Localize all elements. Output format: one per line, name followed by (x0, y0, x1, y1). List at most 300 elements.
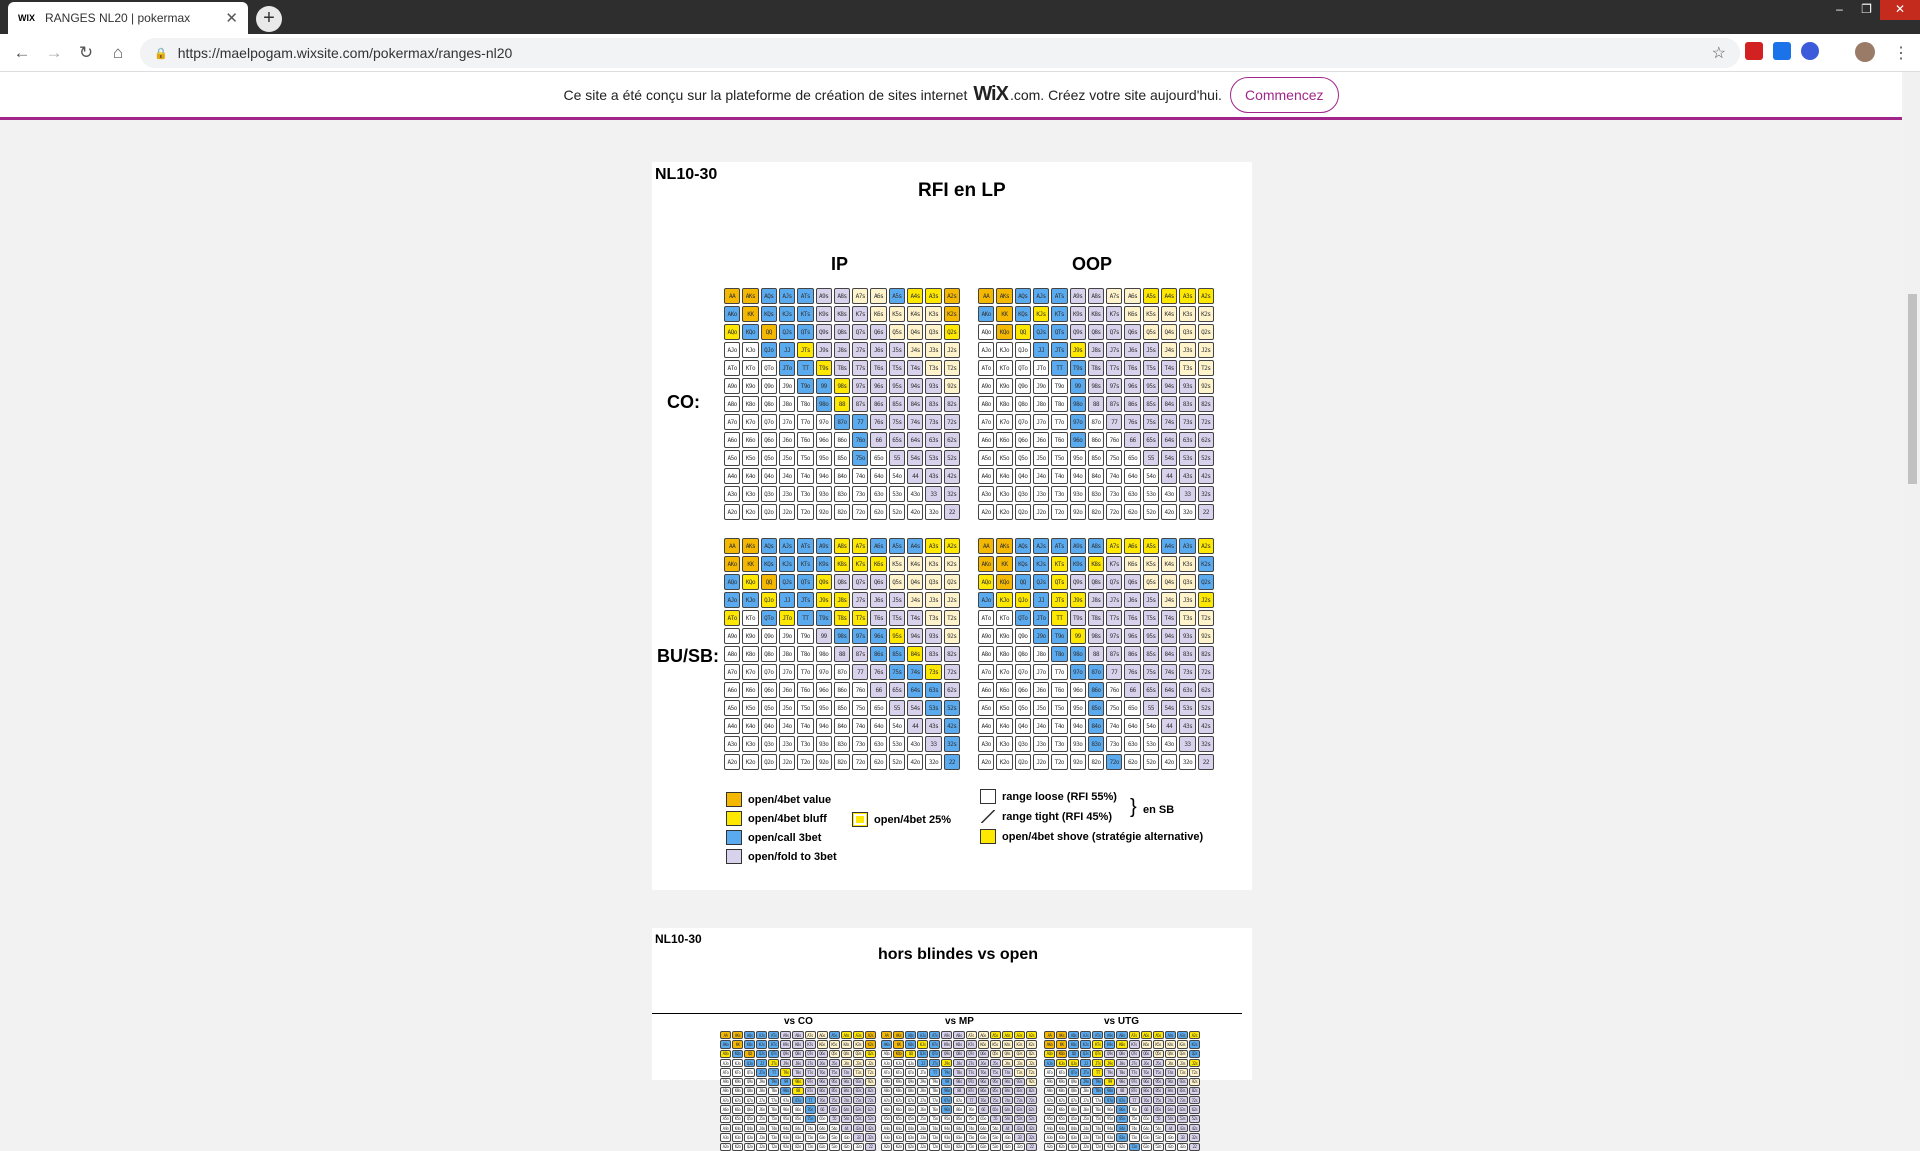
hand-cell: K5o (1056, 1115, 1067, 1123)
hand-cell: AKo (724, 306, 740, 322)
hand-cell: Q9s (816, 574, 832, 590)
hand-cell: K6s (1124, 306, 1140, 322)
hand-cell: K6s (870, 306, 886, 322)
hand-cell: Q5o (761, 450, 777, 466)
hand-cell: 96o (941, 1105, 952, 1113)
hand-cell: A3s (1177, 1031, 1188, 1039)
column-vs-mp: vs MP (945, 1016, 974, 1027)
hand-cell: T5s (1153, 1068, 1164, 1076)
hand-cell: 92s (1189, 1078, 1200, 1086)
hand-cell: J4s (1165, 1059, 1176, 1067)
hand-cell: 62o (870, 504, 886, 520)
hand-cell: 42s (1189, 1124, 1200, 1132)
hand-cell: 75o (1106, 700, 1122, 716)
hand-cell: T9o (768, 1078, 779, 1086)
hand-cell: 64s (1002, 1105, 1013, 1113)
hand-cell: K3s (1014, 1040, 1025, 1048)
hand-cell: 54s (841, 1115, 852, 1123)
hand-cell: 75s (1143, 414, 1159, 430)
hand-cell: AKs (1056, 1031, 1067, 1039)
hand-cell: 86s (1124, 646, 1140, 662)
hand-cell: Q8o (761, 396, 777, 412)
hand-cell: QTs (1092, 1050, 1103, 1058)
hand-cell: Q4s (907, 574, 923, 590)
hand-cell: 93s (853, 1078, 864, 1086)
hand-cell: 53o (889, 736, 905, 752)
hand-cell: 97s (805, 1078, 816, 1086)
hand-cell: 87s (966, 1087, 977, 1095)
hand-cell: KJo (732, 1059, 743, 1067)
hand-cell: 74o (966, 1124, 977, 1132)
hand-cell: A5o (720, 1115, 731, 1123)
hand-cell: 77 (1106, 664, 1122, 680)
hand-cell: 64o (1124, 718, 1140, 734)
hand-cell: KQo (893, 1050, 904, 1058)
hand-cell: 92s (1198, 378, 1214, 394)
hand-cell: K2s (1189, 1040, 1200, 1048)
hand-cell: J5s (990, 1059, 1001, 1067)
hand-cell: 42s (1198, 468, 1214, 484)
hand-cell: K2o (742, 504, 758, 520)
hand-cell: J3o (917, 1133, 928, 1141)
hand-cell: AQs (1015, 538, 1031, 554)
hand-cell: J5o (1033, 700, 1049, 716)
hand-cell: 72s (1198, 414, 1214, 430)
hand-cell: Q4s (1161, 574, 1177, 590)
hand-cell: 94s (1161, 378, 1177, 394)
hand-cell: 53o (889, 486, 905, 502)
hand-cell: 88 (792, 1087, 803, 1095)
hand-cell: J9o (1033, 378, 1049, 394)
hand-cell: TT (1092, 1068, 1103, 1076)
hand-cell: AKo (978, 556, 994, 572)
hand-cell: 42o (841, 1143, 852, 1151)
hand-cell: 97s (1106, 378, 1122, 394)
hand-cell: T2s (1198, 610, 1214, 626)
url-field[interactable] (140, 38, 1740, 68)
range-grid-co-oop (978, 288, 1214, 520)
hand-cell: J2s (944, 592, 960, 608)
hand-cell: A6o (724, 432, 740, 448)
hand-cell: 63s (1177, 1105, 1188, 1113)
hand-cell: Q2o (761, 504, 777, 520)
hand-cell: A5s (1143, 538, 1159, 554)
hand-cell: 44 (907, 718, 923, 734)
hand-cell: Q7o (744, 1096, 755, 1104)
hand-cell: ATs (1051, 288, 1067, 304)
hand-cell: A6s (1124, 538, 1140, 554)
hand-cell: J2s (944, 342, 960, 358)
hand-cell: J3s (925, 342, 941, 358)
hand-cell: AQs (744, 1031, 755, 1039)
hand-cell: 55 (889, 700, 905, 716)
hand-cell: AQs (1015, 288, 1031, 304)
hand-cell: 85o (1088, 450, 1104, 466)
hand-cell: 84s (841, 1087, 852, 1095)
hand-cell: K9o (1056, 1078, 1067, 1086)
hand-cell: 96s (1124, 378, 1140, 394)
hand-cell: T9o (1051, 378, 1067, 394)
address-bar-row (0, 34, 1920, 72)
hand-cell: A2s (1198, 538, 1214, 554)
hand-cell: A7o (1044, 1096, 1055, 1104)
hand-cell: T5o (768, 1115, 779, 1123)
hand-cell: KQs (1068, 1040, 1079, 1048)
hand-cell: T8s (1088, 610, 1104, 626)
hand-cell: J4s (907, 592, 923, 608)
hand-cell: 22 (1189, 1143, 1200, 1151)
hand-cell: 87s (805, 1087, 816, 1095)
hand-cell: 42o (1161, 754, 1177, 770)
minimize-icon[interactable]: – (1836, 2, 1843, 16)
hand-cell: 98s (1088, 378, 1104, 394)
hand-cell: 92o (1070, 504, 1086, 520)
hand-cell: T2o (1092, 1143, 1103, 1151)
hand-cell: T5s (1143, 360, 1159, 376)
hand-cell: 64o (978, 1124, 989, 1132)
hand-cell: A3s (925, 288, 941, 304)
scrollbar[interactable] (1904, 72, 1920, 1080)
hand-cell: K9o (996, 628, 1012, 644)
hand-cell: T8o (929, 1087, 940, 1095)
home-icon[interactable]: ⌂ (112, 42, 124, 62)
hand-cell: J3s (853, 1059, 864, 1067)
hand-cell: AQs (1068, 1031, 1079, 1039)
hand-cell: T4o (929, 1124, 940, 1132)
hand-cell: 32o (1014, 1143, 1025, 1151)
hand-cell: 54o (990, 1124, 1001, 1132)
legend-swatch (726, 830, 742, 845)
hand-cell: 42s (944, 718, 960, 734)
hand-cell: 87o (1116, 1096, 1127, 1104)
hand-cell: 53o (1153, 1133, 1164, 1141)
hand-cell: T7o (929, 1096, 940, 1104)
hand-cell: A8o (881, 1087, 892, 1095)
hand-cell: 86o (834, 432, 850, 448)
hand-cell: 33 (853, 1133, 864, 1141)
column-vs-utg: vs UTG (1104, 1016, 1140, 1027)
hand-cell: 96s (870, 378, 886, 394)
hand-cell: K9s (816, 556, 832, 572)
hand-cell: 74o (852, 718, 868, 734)
hand-cell: 85s (1143, 396, 1159, 412)
hand-cell: A3o (978, 486, 994, 502)
hand-cell: K4s (1165, 1040, 1176, 1048)
hand-cell: K9s (1070, 306, 1086, 322)
hand-cell: K4s (841, 1040, 852, 1048)
wix-logo: WiX (973, 83, 1008, 105)
hand-cell: K6s (1124, 556, 1140, 572)
hand-cell: 72o (966, 1143, 977, 1151)
hand-cell: Q7s (966, 1050, 977, 1058)
hand-cell: T5s (829, 1068, 840, 1076)
hand-cell: Q4s (841, 1050, 852, 1058)
hand-cell: JTs (797, 592, 813, 608)
hand-cell: A2o (881, 1143, 892, 1151)
hand-cell: 98s (1088, 628, 1104, 644)
hand-cell: 42o (1165, 1143, 1176, 1151)
hand-cell: K4o (893, 1124, 904, 1132)
hand-cell: 82s (1198, 396, 1214, 412)
hand-cell: J4o (917, 1124, 928, 1132)
hand-cell: 74o (805, 1124, 816, 1132)
hand-cell: K3o (996, 736, 1012, 752)
hand-cell: K5o (996, 450, 1012, 466)
legend-label: open/4bet value (748, 793, 832, 806)
hand-cell: J8s (1116, 1059, 1127, 1067)
hand-cell: Q4o (905, 1124, 916, 1132)
hand-cell: QQ (1015, 324, 1031, 340)
scrollbar-thumb[interactable] (1908, 294, 1917, 484)
hand-cell: J6s (1124, 342, 1140, 358)
maximize-icon[interactable]: ❐ (1861, 2, 1872, 16)
hand-cell: QJo (761, 342, 777, 358)
hand-cell: T5o (1051, 700, 1067, 716)
hand-cell: K6o (732, 1105, 743, 1113)
hand-cell: Q9o (1015, 628, 1031, 644)
hand-cell: 94o (1070, 718, 1086, 734)
hand-cell: ATs (797, 288, 813, 304)
hand-cell: 75s (990, 1096, 1001, 1104)
stake-label: NL10-30 (655, 932, 702, 946)
hand-cell: Q5s (829, 1050, 840, 1058)
hand-cell: 85s (889, 646, 905, 662)
browser-tab[interactable] (8, 2, 248, 34)
hand-cell: K2o (732, 1143, 743, 1151)
download-icon[interactable] (1773, 42, 1791, 60)
hand-cell: 65o (1141, 1115, 1152, 1123)
hand-cell: T4o (797, 718, 813, 734)
hand-cell: AQo (724, 574, 740, 590)
hand-cell: Q2o (761, 754, 777, 770)
hand-cell: J7s (1106, 592, 1122, 608)
hand-cell: KQs (1015, 556, 1031, 572)
hand-cell: A6o (978, 682, 994, 698)
hand-cell: JTs (1051, 592, 1067, 608)
hand-cell: KJs (1033, 556, 1049, 572)
back-icon[interactable]: ← (13, 42, 31, 62)
hand-cell: 72s (944, 414, 960, 430)
hand-cell: 33 (925, 736, 941, 752)
hand-cell: 86o (792, 1105, 803, 1113)
hand-cell: 98o (780, 1087, 791, 1095)
hand-cell: J2s (1198, 342, 1214, 358)
hand-cell: QJo (1015, 592, 1031, 608)
hand-cell: A3o (720, 1133, 731, 1141)
hand-cell: K2o (996, 754, 1012, 770)
hand-cell: K9o (742, 628, 758, 644)
hand-cell: 22 (944, 754, 960, 770)
hand-cell: 53s (1179, 450, 1195, 466)
hand-cell: Q9o (744, 1078, 755, 1086)
hand-cell: J3o (779, 736, 795, 752)
hand-cell: Q5o (1015, 700, 1031, 716)
hand-cell: 99 (1104, 1078, 1115, 1086)
close-tab-icon[interactable]: ✕ (225, 10, 238, 27)
hand-cell: T2s (865, 1068, 876, 1076)
hand-cell: A5s (1153, 1031, 1164, 1039)
hand-cell: A9o (724, 378, 740, 394)
hand-cell: 62o (1124, 504, 1140, 520)
hand-cell: 22 (1198, 504, 1214, 520)
hand-cell: 32s (1198, 736, 1214, 752)
hand-cell: J4o (779, 718, 795, 734)
hand-cell: 65s (889, 682, 905, 698)
hand-cell: Q5o (905, 1115, 916, 1123)
close-window-icon[interactable]: ✕ (1880, 0, 1920, 20)
hand-cell: AQs (905, 1031, 916, 1039)
hand-cell: 77 (966, 1096, 977, 1104)
hand-cell: J9s (941, 1059, 952, 1067)
hand-cell: K2s (1198, 556, 1214, 572)
hand-cell: ATo (1044, 1068, 1055, 1076)
hand-cell: 43o (907, 736, 923, 752)
hand-cell: T6s (870, 610, 886, 626)
hand-cell: Q4s (907, 324, 923, 340)
hand-cell: 65s (1153, 1105, 1164, 1113)
hand-cell: J6o (779, 432, 795, 448)
hand-cell: K4o (742, 718, 758, 734)
hand-cell: K7o (893, 1096, 904, 1104)
hand-cell: 84s (1165, 1087, 1176, 1095)
hand-cell: T9s (941, 1068, 952, 1076)
hand-cell: K4o (742, 468, 758, 484)
hand-cell: 55 (829, 1115, 840, 1123)
hand-cell: A9s (780, 1031, 791, 1039)
hand-cell: J5s (1153, 1059, 1164, 1067)
hand-cell: J3o (1033, 736, 1049, 752)
legend-swatch (726, 849, 742, 864)
hand-cell: 53o (1143, 486, 1159, 502)
hand-cell: 85o (953, 1115, 964, 1123)
hand-cell: J4o (1033, 468, 1049, 484)
hand-cell: 83o (792, 1133, 803, 1141)
hand-cell: A3o (881, 1133, 892, 1141)
hand-cell: 87o (834, 414, 850, 430)
start-button[interactable]: Commencez (1230, 77, 1339, 113)
hand-cell: 73s (925, 414, 941, 430)
hand-cell: Q7o (1015, 414, 1031, 430)
hand-cell: 73s (1179, 414, 1195, 430)
hand-cell: 96o (816, 682, 832, 698)
hand-cell: KQo (742, 574, 758, 590)
hand-cell: K5s (1153, 1040, 1164, 1048)
hand-cell: 53o (990, 1133, 1001, 1141)
hand-cell: KK (732, 1040, 743, 1048)
hand-cell: Q5s (990, 1050, 1001, 1058)
star-icon[interactable]: ☆ (1711, 45, 1726, 62)
legend-label: open/4bet shove (stratégie alternative) (1002, 830, 1204, 843)
hand-cell: T8s (834, 610, 850, 626)
hand-cell: ATo (724, 610, 740, 626)
hand-cell: T8o (797, 396, 813, 412)
forward-icon[interactable]: → (45, 42, 63, 62)
hand-cell: K3s (925, 556, 941, 572)
hand-cell: T2o (797, 754, 813, 770)
hand-cell: T5s (990, 1068, 1001, 1076)
hand-cell: 94s (841, 1078, 852, 1086)
hand-cell: A3s (1179, 538, 1195, 554)
hand-cell: K8o (996, 646, 1012, 662)
hand-cell: A3s (853, 1031, 864, 1039)
hand-cell: J5o (779, 450, 795, 466)
hand-cell: A5o (881, 1115, 892, 1123)
hand-cell: KJo (742, 592, 758, 608)
reload-icon[interactable]: ↻ (78, 42, 94, 62)
hand-cell: 97s (1129, 1078, 1140, 1086)
hand-cell: 64o (870, 718, 886, 734)
hand-cell: 52s (865, 1115, 876, 1123)
hand-cell: JTs (1051, 342, 1067, 358)
hand-cell: T6s (978, 1068, 989, 1076)
hand-cell: 95o (1070, 450, 1086, 466)
hand-cell: K8s (834, 556, 850, 572)
hand-cell: J5o (779, 700, 795, 716)
hand-cell: KTs (797, 556, 813, 572)
hand-cell: 87s (852, 646, 868, 662)
hand-cell: AQo (720, 1050, 731, 1058)
hand-cell: 65s (829, 1105, 840, 1113)
avatar[interactable] (1855, 42, 1875, 62)
hand-cell: J2o (756, 1143, 767, 1151)
new-tab-button[interactable]: + (256, 6, 282, 32)
hand-cell: J9s (816, 592, 832, 608)
hand-cell: ATo (881, 1068, 892, 1076)
hand-cell: AJo (881, 1059, 892, 1067)
extension-icon[interactable] (1801, 42, 1819, 60)
range-grid-vs-mp (881, 1031, 1037, 1151)
hand-cell: JTo (1080, 1068, 1091, 1076)
hand-cell: T2s (1189, 1068, 1200, 1076)
hand-cell: KTs (797, 306, 813, 322)
hand-cell: J5o (756, 1115, 767, 1123)
hand-cell: QJs (779, 574, 795, 590)
hand-cell: 73s (1014, 1096, 1025, 1104)
hand-cell: QTs (797, 324, 813, 340)
hand-cell: Q3s (853, 1050, 864, 1058)
hand-cell: J5s (829, 1059, 840, 1067)
hand-cell: QQ (744, 1050, 755, 1058)
hand-cell: T5s (1143, 610, 1159, 626)
hand-cell: 98s (953, 1078, 964, 1086)
legend-label: range loose (RFI 55%) (1002, 790, 1117, 803)
hand-cell: 99 (1070, 628, 1086, 644)
hand-cell: 93o (780, 1133, 791, 1141)
hand-cell: K8s (792, 1040, 803, 1048)
extension-icon[interactable] (1745, 42, 1763, 60)
range-grid-bu-ip (724, 538, 960, 770)
hand-cell: J6o (917, 1105, 928, 1113)
hand-cell: J6s (1141, 1059, 1152, 1067)
hand-cell: Q8o (761, 646, 777, 662)
hand-cell: AKs (732, 1031, 743, 1039)
hand-cell: ATs (1092, 1031, 1103, 1039)
hand-cell: J2s (1026, 1059, 1037, 1067)
hand-cell: 95o (941, 1115, 952, 1123)
menu-icon[interactable]: ⋮ (1893, 45, 1909, 62)
hand-cell: 62s (944, 682, 960, 698)
hand-cell: J4s (1002, 1059, 1013, 1067)
hand-cell: 54o (829, 1124, 840, 1132)
hand-cell: 94o (780, 1124, 791, 1132)
hand-cell: J7o (779, 414, 795, 430)
hand-cell: QTo (905, 1068, 916, 1076)
hand-cell: 66 (870, 432, 886, 448)
hand-cell: AJs (1033, 288, 1049, 304)
hand-cell: 76s (817, 1096, 828, 1104)
hand-cell: AQo (724, 324, 740, 340)
hand-cell: 85o (1088, 700, 1104, 716)
